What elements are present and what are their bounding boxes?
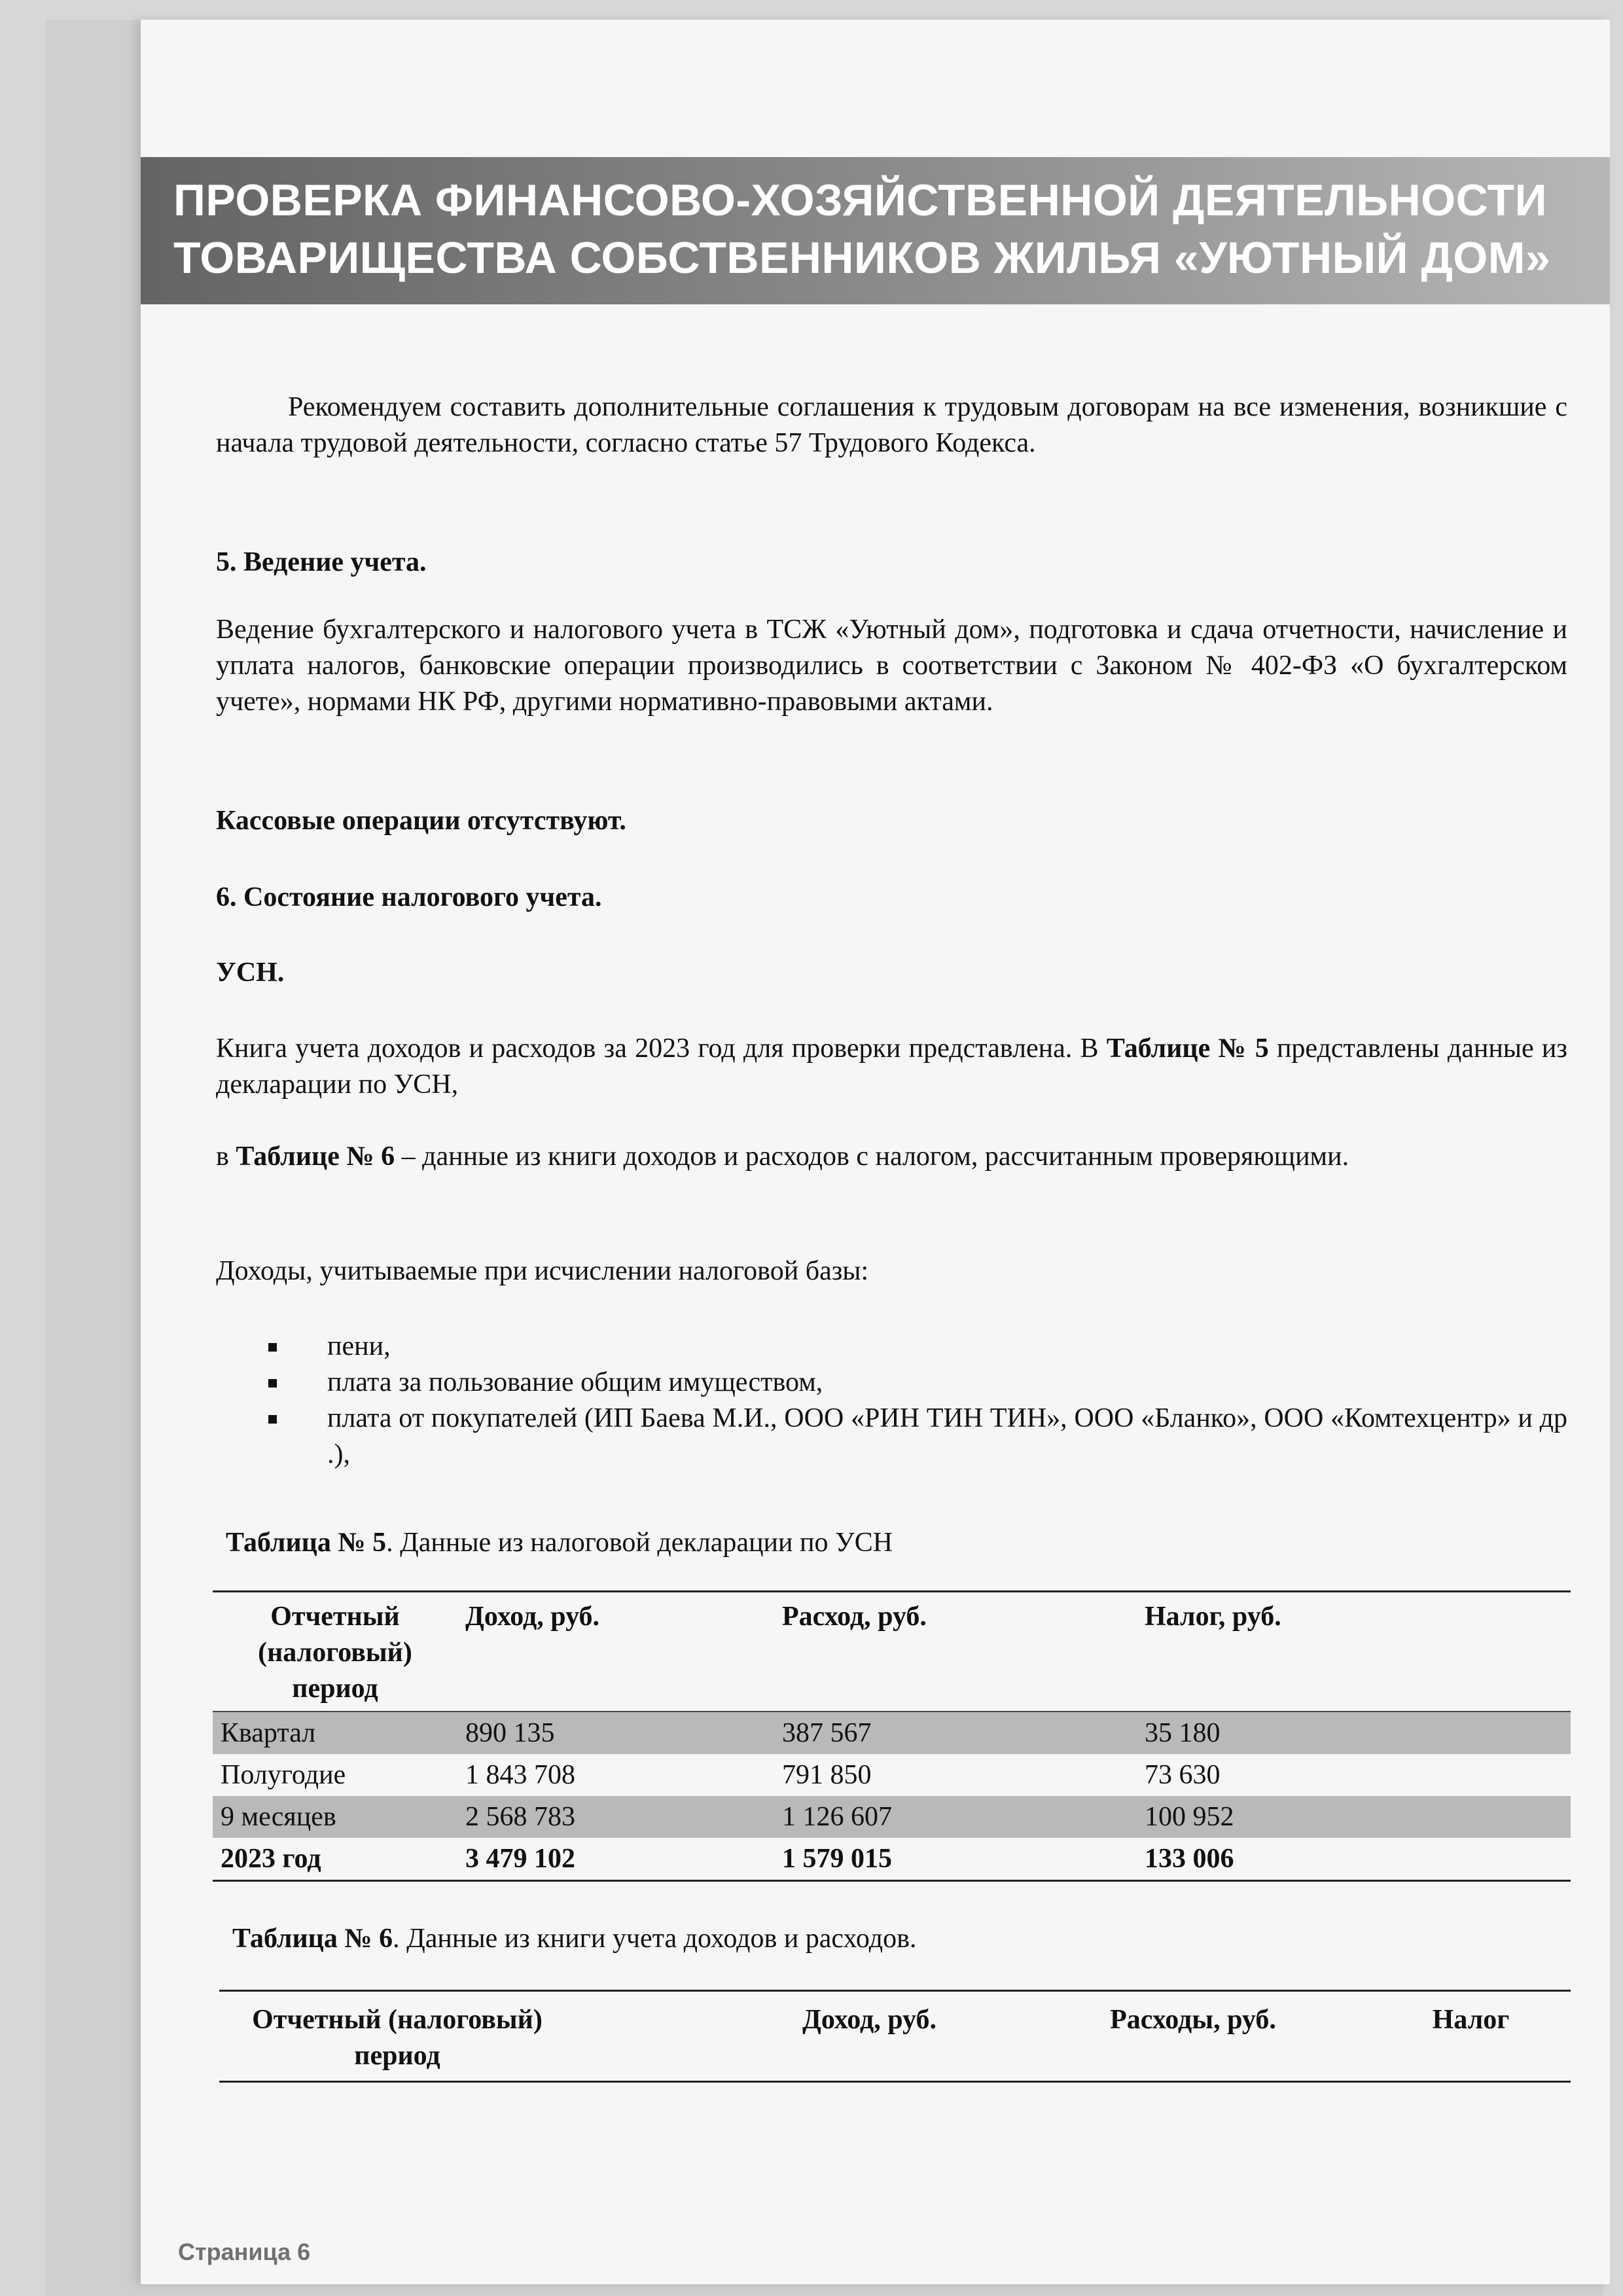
section6-paragraph-2 bbox=[216, 1139, 1567, 1175]
table-cell: 791 850 bbox=[782, 1760, 872, 1790]
section6-heading: 6. Состояние налогового учета. bbox=[216, 882, 602, 912]
table-cell: 1 579 015 bbox=[782, 1844, 892, 1874]
table-cell: 100 952 bbox=[1137, 1796, 1571, 1838]
income-intro: Доходы, учитываемые при исчислении налоговой базы: bbox=[216, 1256, 869, 1286]
table-cell: 387 567 bbox=[774, 1712, 1137, 1754]
table5-caption-label: Таблица № 5 bbox=[226, 1528, 387, 1558]
p1-text-c: представлены данные из декларации по УСН, bbox=[216, 1033, 1567, 1100]
usn-heading: УСН. bbox=[216, 958, 285, 988]
cash-operations-note: Кассовые операции отсутствуют. bbox=[216, 806, 626, 836]
column-header-period: Отчетный (налоговый) период bbox=[252, 2005, 543, 2071]
table5-caption-text: . Данные из налоговой декларации по УСН bbox=[386, 1528, 893, 1558]
table-cell: 9 месяцев bbox=[213, 1796, 457, 1838]
section5-heading: 5. Ведение учета. bbox=[216, 547, 427, 577]
section5-text: Ведение бухгалтерского и налогового учета в ТСЖ «Уютный дом», подготовка и сдача отчетности, начисление и уплата налогов, банковские операции производились в соответствии с Законом № 402-ФЗ «О бухгалтерском учете», нормами НК РФ, другими нормативно-правовыми актами. bbox=[216, 615, 1567, 717]
column-header-income: Доход, руб. bbox=[465, 1602, 600, 1632]
table-cell: 3 479 102 bbox=[465, 1844, 575, 1874]
table-cell: 2023 год bbox=[221, 1844, 321, 1874]
table5 bbox=[213, 1590, 1571, 1882]
column-header-income: Доход, руб. bbox=[802, 2005, 936, 2035]
table-cell: 890 135 bbox=[457, 1712, 774, 1754]
table-cell: Полугодие bbox=[221, 1760, 346, 1790]
column-header-expense: Расходы, руб. bbox=[1110, 2005, 1276, 2035]
p1-text-a: Книга учета доходов и расходов за 2023 год для проверки представлена. В bbox=[216, 1033, 1107, 1064]
section6-paragraph-1 bbox=[216, 1031, 1567, 1103]
table-row bbox=[213, 1754, 1571, 1796]
table6-caption-text: . Данные из книги учета доходов и расходов. bbox=[393, 1924, 917, 1954]
list-item: плата от покупателей (ИП Баева М.И., ООО «РИН ТИН ТИН», ООО «Бланко», ООО «Комтехцентр» и др .), bbox=[268, 1401, 1567, 1473]
table6-caption-label: Таблица № 6 bbox=[232, 1924, 393, 1954]
list-item: плата за пользование общим имуществом, bbox=[268, 1365, 1567, 1401]
table-row bbox=[213, 1712, 1571, 1754]
table-header-row bbox=[213, 1592, 1571, 1712]
intro-paragraph: Рекомендуем составить дополнительные соглашения к трудовым договорам на все изменения, возникшие с начала трудовой деятельности, согласно статье 57 Трудового Кодекса. bbox=[216, 392, 1567, 458]
page-number: Страница 6 bbox=[178, 2238, 311, 2265]
p2-table6-ref: Таблице № 6 bbox=[236, 1141, 395, 1172]
table-cell: 1 843 708 bbox=[465, 1760, 575, 1790]
table6-caption bbox=[232, 1923, 916, 1954]
income-list bbox=[268, 1329, 1567, 1473]
title-line-2: ТОВАРИЩЕСТВА СОБСТВЕННИКОВ ЖИЛЬЯ «УЮТНЫЙ ДОМ» bbox=[173, 233, 1551, 283]
p2-text-c: – данные из книги доходов и расходов с налогом, рассчитанным проверяющими. bbox=[395, 1141, 1349, 1172]
table-row bbox=[213, 1796, 1571, 1838]
column-header-tax: Налог, руб. bbox=[1145, 1602, 1281, 1632]
document-page bbox=[141, 20, 1610, 2284]
table5-caption bbox=[226, 1527, 893, 1558]
column-header-tax: Налог bbox=[1432, 2005, 1510, 2035]
table-cell: 35 180 bbox=[1137, 1712, 1571, 1754]
table-cell: 133 006 bbox=[1145, 1844, 1234, 1874]
page-title bbox=[173, 171, 1550, 287]
title-line-1: ПРОВЕРКА ФИНАНСОВО-ХОЗЯЙСТВЕННОЙ ДЕЯТЕЛЬНОСТИ bbox=[173, 175, 1547, 225]
column-header-expense: Расход, руб. bbox=[782, 1602, 927, 1632]
p1-table5-ref: Таблице № 5 bbox=[1106, 1033, 1269, 1064]
table6 bbox=[219, 1990, 1571, 2083]
column-header-period: Отчетный (налоговый) период bbox=[258, 1602, 412, 1704]
table-cell: 73 630 bbox=[1145, 1760, 1221, 1790]
p2-text-a: в bbox=[216, 1141, 236, 1172]
table-header-row bbox=[219, 1991, 1571, 2082]
table-cell: Квартал bbox=[213, 1712, 457, 1754]
list-item: пени, bbox=[268, 1329, 1567, 1365]
table-row bbox=[213, 1838, 1571, 1881]
table-cell: 1 126 607 bbox=[774, 1796, 1137, 1838]
table-cell: 2 568 783 bbox=[457, 1796, 774, 1838]
